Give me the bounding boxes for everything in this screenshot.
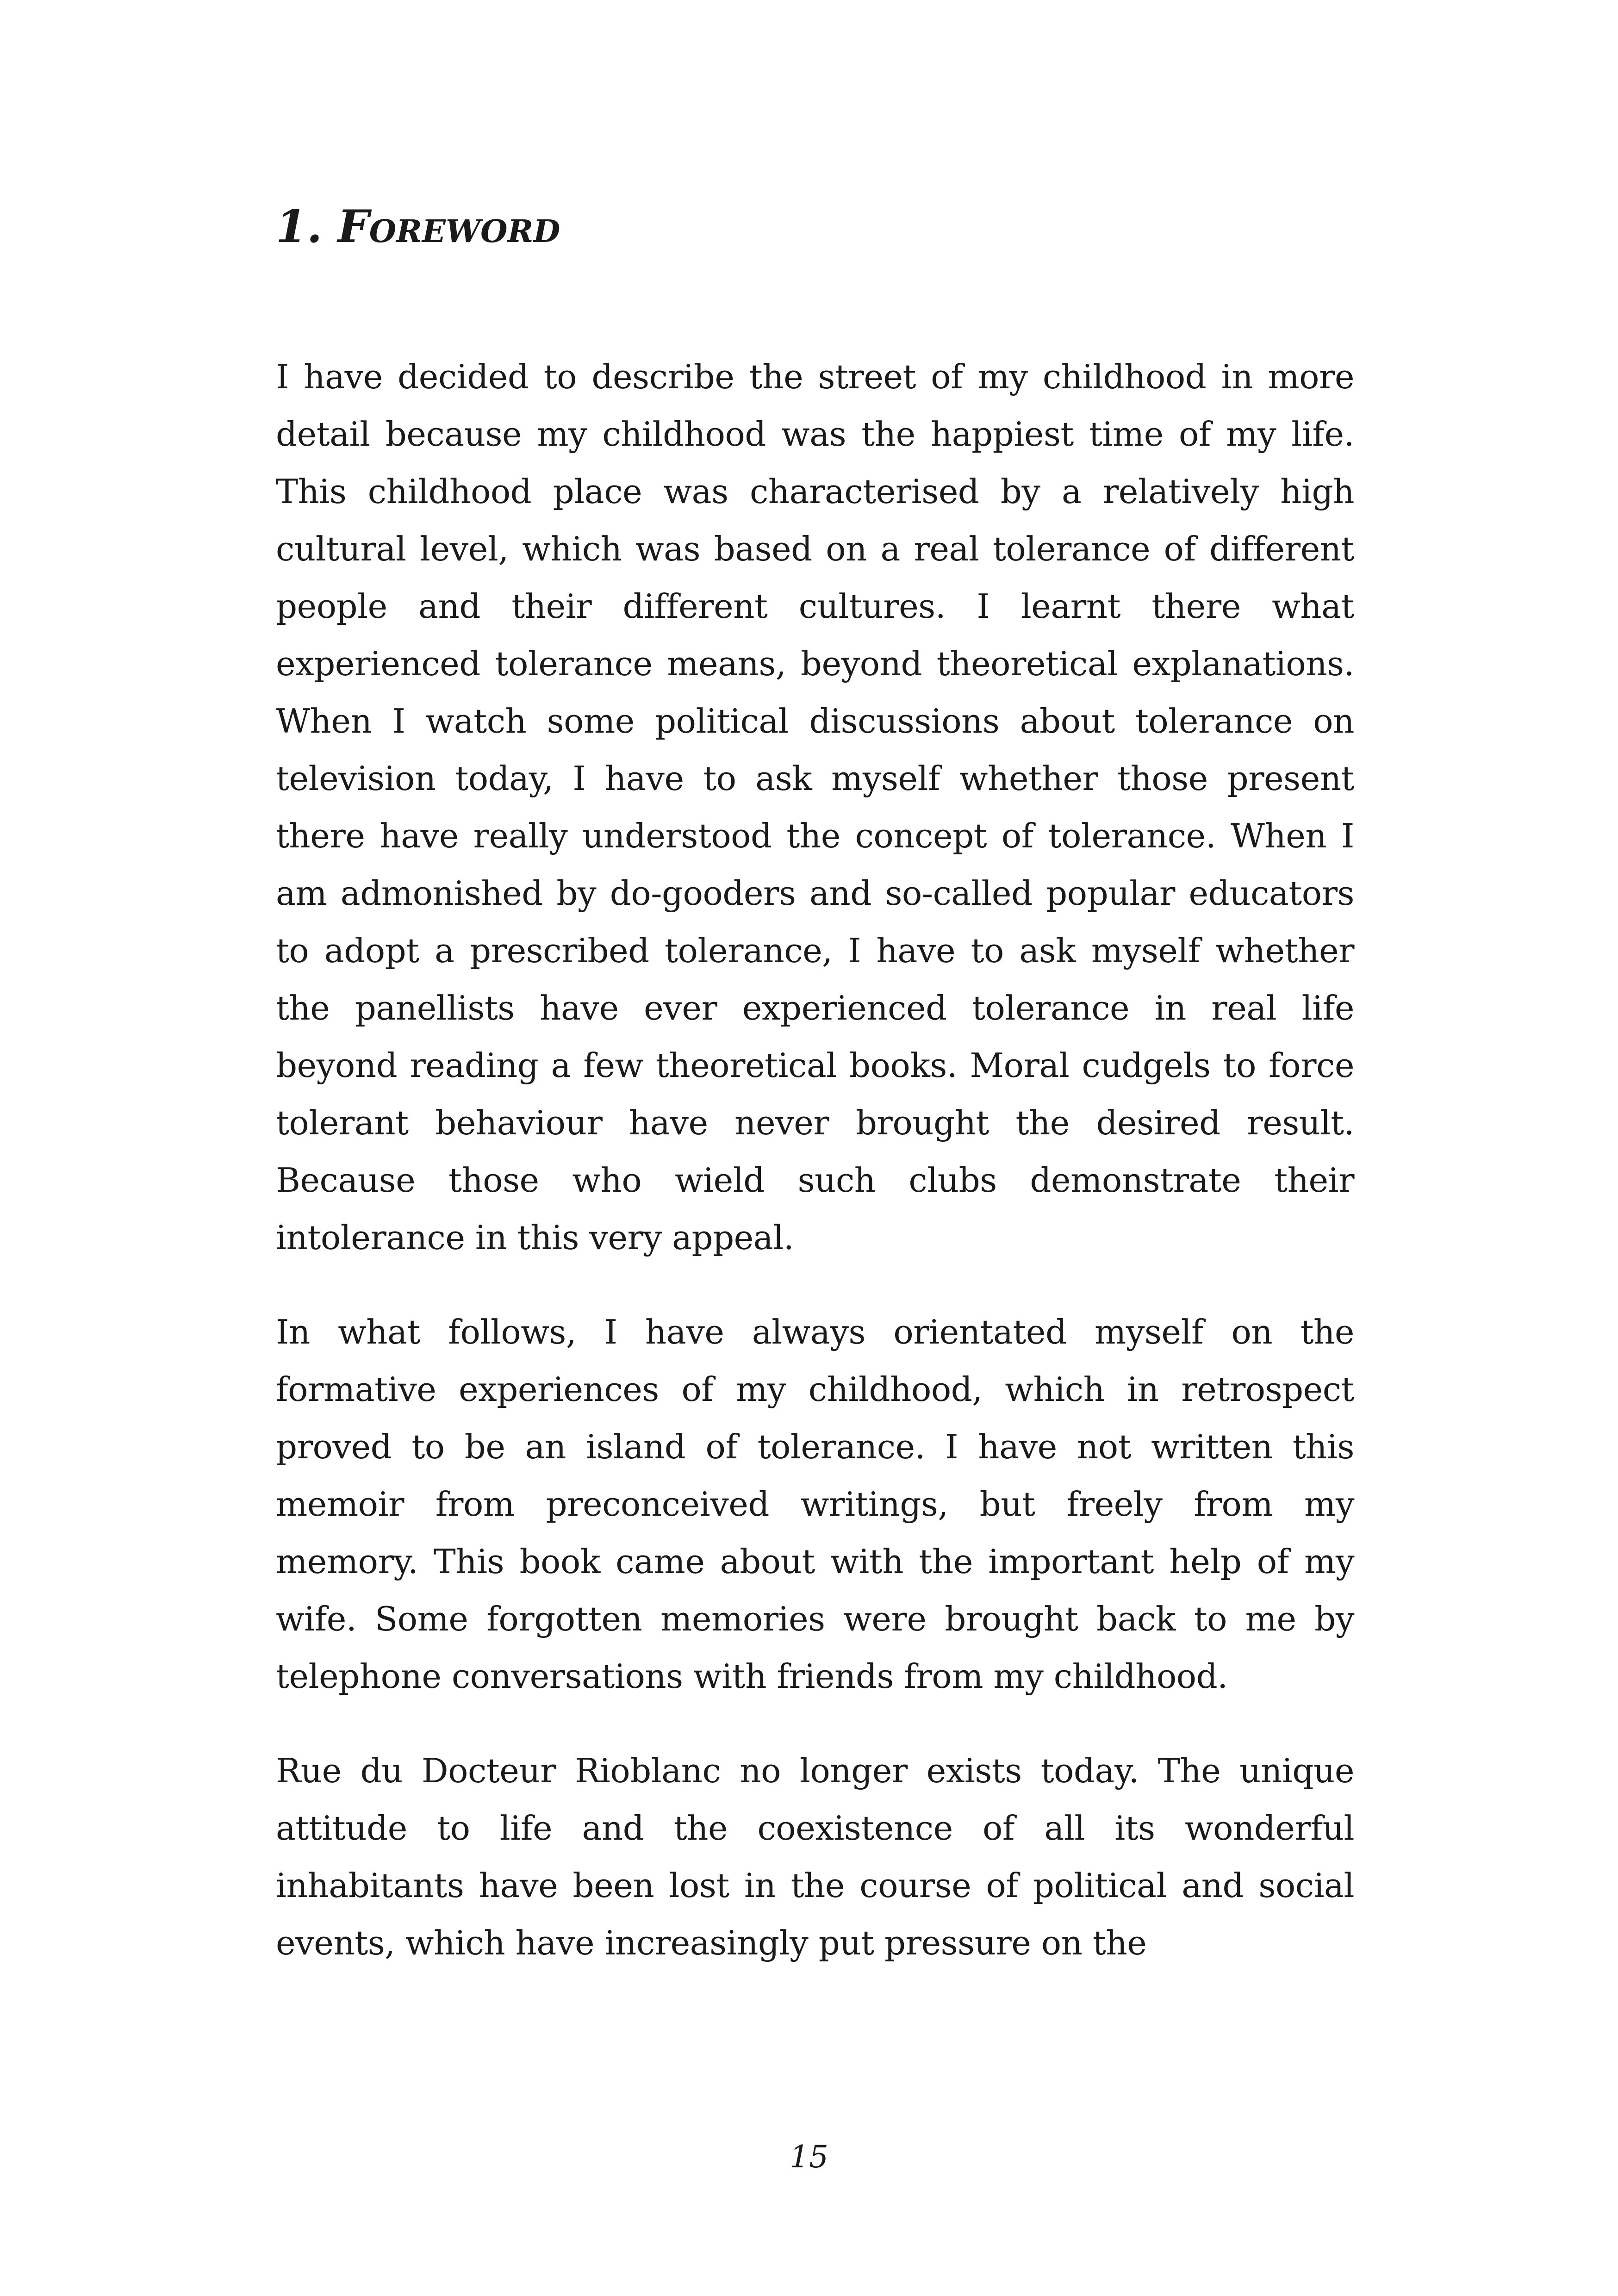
page-number: 15 bbox=[790, 2139, 828, 2175]
paragraph-1: I have decided to describe the street of my childhood in more detail because my childhood was the happiest time of my life. This childhood place was characterised by a relatively high cultural level, which was based on a real tolerance of different people and their different cultures. I learnt there what experienced tolerance means, beyond theoretical explanations. When I watch some political discussions about tolerance on television today, I have to ask myself whether those present there have really understood the concept of tolerance. When I am admonished by do-gooders and so-called popular educators to adopt a prescribed tolerance, I have to ask myself whether the panellists have ever experienced tolerance in real life beyond reading a few theoretical books. Moral cudgels to force tolerant behaviour have never brought the desired result. Because those who wield such clubs demonstrate their intolerance in this very appeal. bbox=[276, 357, 1354, 1257]
chapter-title: Foreword bbox=[337, 200, 560, 253]
chapter-heading bbox=[276, 194, 1354, 259]
chapter-number: 1. bbox=[276, 200, 323, 253]
chapter-body bbox=[276, 348, 1354, 2009]
paragraph-3: Rue du Docteur Rioblanc no longer exists today. The unique attitude to life and the coexistence of all its wonderful inhabitants have been lost in the course of political and social events, which have increasingly put pressure on the bbox=[276, 1751, 1354, 1962]
paragraph-2: In what follows, I have always orientated myself on the formative experiences of my childhood, which in retrospect proved to be an island of tolerance. I have not written this memoir from preconceived writings, but freely from my memory. This book came about with the important help of my wife. Some forgotten memories were brought back to me by telephone conversations with friends from my childhood. bbox=[276, 1313, 1354, 1696]
